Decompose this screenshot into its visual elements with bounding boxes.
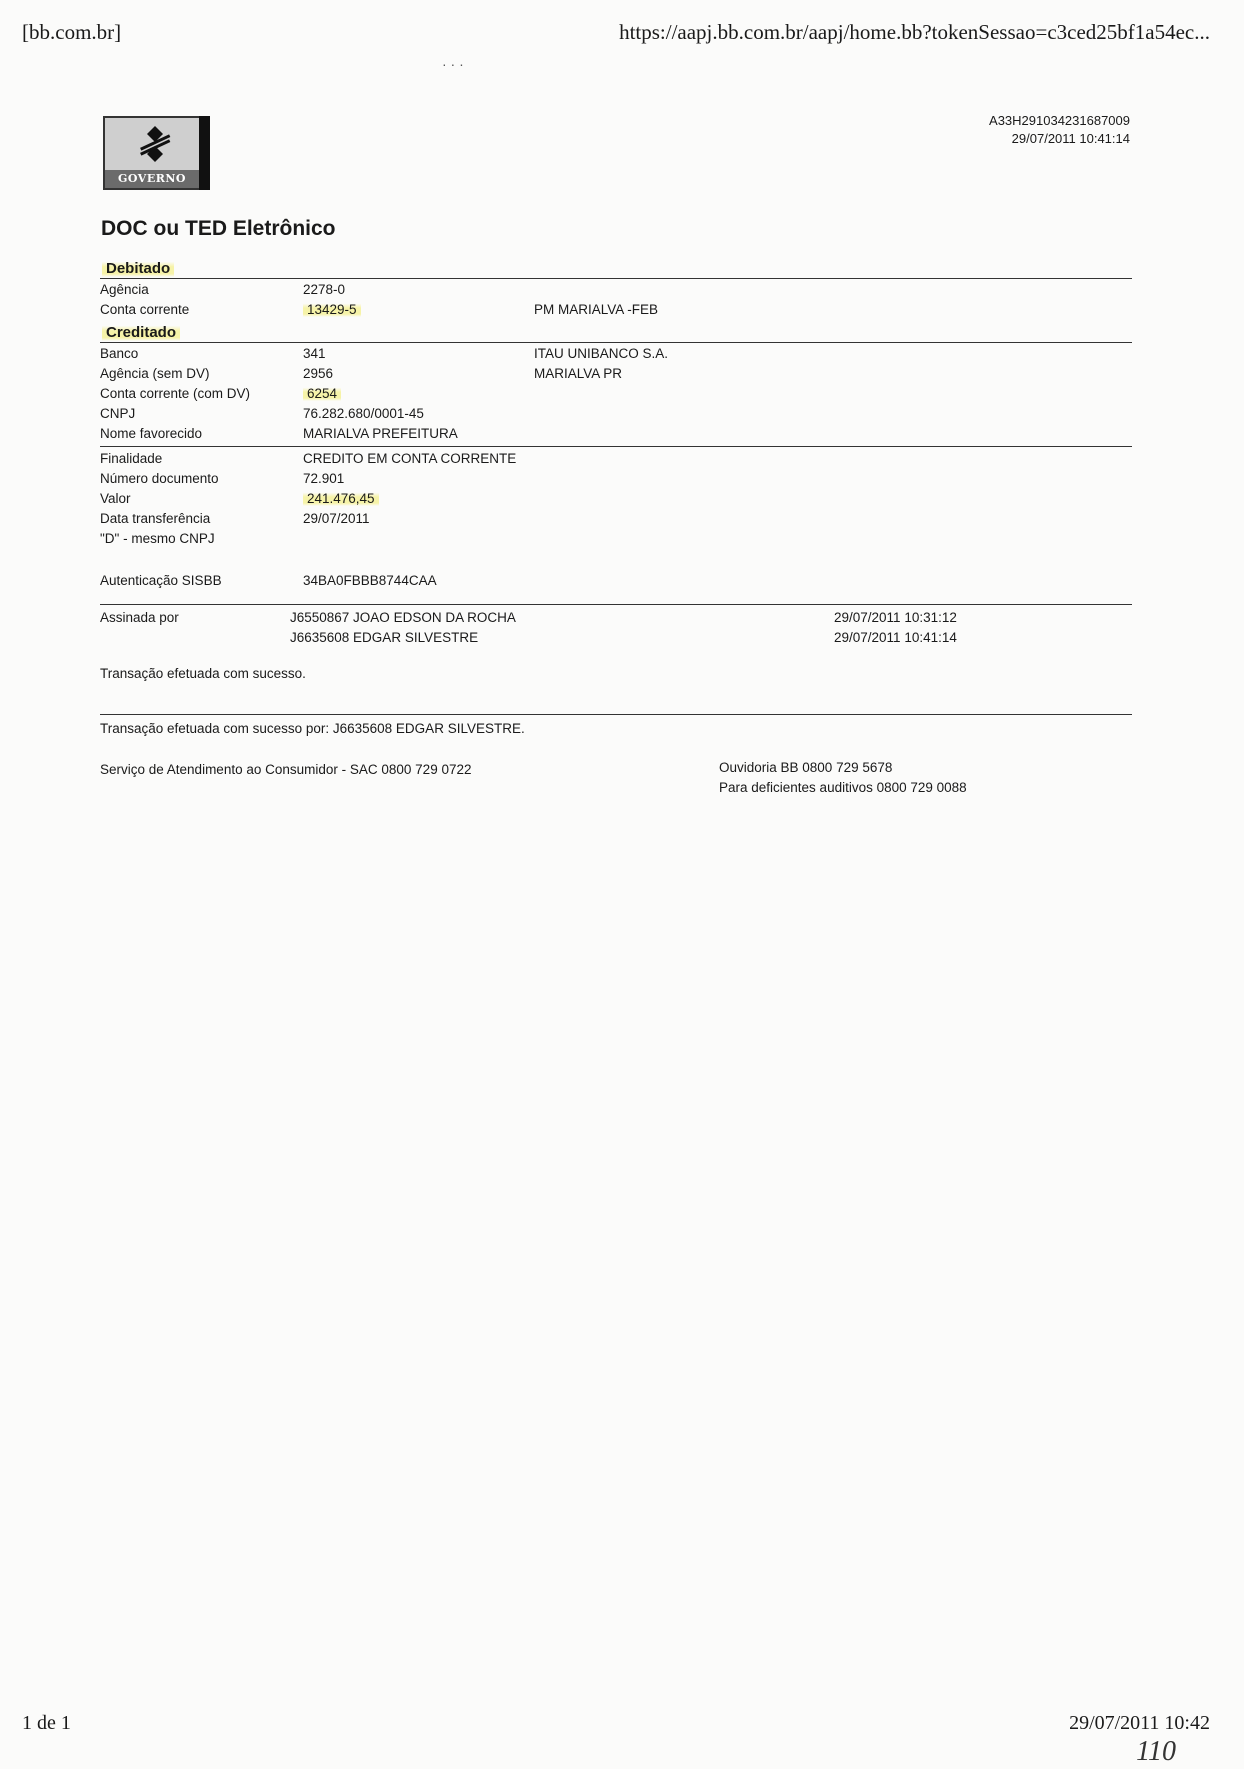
creditado-row xyxy=(100,386,1132,406)
row-value: 13429-5 xyxy=(303,302,361,317)
row-value: 2956 xyxy=(303,366,334,381)
debitado-row xyxy=(100,282,1132,302)
row-label: Número documento xyxy=(100,471,219,486)
row-extra: MARIALVA PR xyxy=(534,366,623,381)
signer-name: J6550867 JOAO EDSON DA ROCHA xyxy=(290,610,516,625)
debitado-heading xyxy=(102,260,174,277)
autenticacao-label: Autenticação SISBB xyxy=(100,573,222,588)
handwritten-page-mark: 110 xyxy=(1136,1736,1176,1767)
sac-info: Serviço de Atendimento ao Consumidor - SAC 0800 729 0722 xyxy=(100,762,472,777)
deficientes-info: Para deficientes auditivos 0800 729 0088 xyxy=(719,780,967,795)
bb-governo-logo xyxy=(103,116,210,190)
row-extra: PM MARIALVA -FEB xyxy=(534,302,659,317)
status-by-message: Transação efetuada com sucesso por: J6635608 EDGAR SILVESTRE. xyxy=(100,721,525,736)
row-value: CREDITO EM CONTA CORRENTE xyxy=(303,451,517,466)
creditado-row xyxy=(100,366,1132,386)
logo-sidebar-bar xyxy=(199,116,210,190)
page-title: DOC ou TED Eletrônico xyxy=(101,217,336,240)
page-number: 1 de 1 xyxy=(22,1712,71,1734)
divider xyxy=(100,342,1132,343)
autenticacao-value: 34BA0FBBB8744CAA xyxy=(303,573,437,588)
creditado-row xyxy=(100,346,1132,366)
detail-row xyxy=(100,451,1132,471)
creditado-row xyxy=(100,426,1132,446)
browser-site-label: [bb.com.br] xyxy=(22,20,122,44)
browser-url[interactable]: https://aapj.bb.com.br/aapj/home.bb?tokenSessao=c3ced25bf1a54ec... xyxy=(619,20,1210,44)
row-label: "D" - mesmo CNPJ xyxy=(100,531,215,546)
ouvidoria-info: Ouvidoria BB 0800 729 5678 xyxy=(719,760,893,775)
detail-row xyxy=(100,491,1132,511)
row-label: Nome favorecido xyxy=(100,426,203,441)
assinada-por-label: Assinada por xyxy=(100,610,179,625)
signer-row xyxy=(100,630,1132,650)
divider xyxy=(100,714,1132,715)
divider xyxy=(100,604,1132,605)
signer-row xyxy=(100,610,1132,630)
detail-row xyxy=(100,531,1132,551)
row-label: Conta corrente (com DV) xyxy=(100,386,251,401)
creditado-heading xyxy=(102,324,180,341)
row-label: CNPJ xyxy=(100,406,136,421)
row-value: 241.476,45 xyxy=(303,491,379,506)
row-value: 76.282.680/0001-45 xyxy=(303,406,424,421)
row-label: Conta corrente xyxy=(100,302,190,317)
bb-logo-icon xyxy=(133,124,177,164)
row-label: Banco xyxy=(100,346,139,361)
detail-row xyxy=(100,471,1132,491)
row-value: 341 xyxy=(303,346,326,361)
status-message: Transação efetuada com sucesso. xyxy=(100,666,306,681)
row-label: Agência (sem DV) xyxy=(100,366,210,381)
row-extra: ITAU UNIBANCO S.A. xyxy=(534,346,669,361)
scan-specks: · · · xyxy=(442,56,464,72)
creditado-heading-text: Creditado xyxy=(102,324,180,341)
debitado-heading-text: Debitado xyxy=(102,260,174,277)
signer-timestamp: 29/07/2011 10:31:12 xyxy=(834,610,957,625)
row-label: Valor xyxy=(100,491,131,506)
logo-governo-label: GOVERNO xyxy=(105,170,199,188)
row-label: Data transferência xyxy=(100,511,211,526)
row-value: 6254 xyxy=(303,386,341,401)
divider xyxy=(100,278,1132,279)
signer-timestamp: 29/07/2011 10:41:14 xyxy=(834,630,957,645)
row-label: Finalidade xyxy=(100,451,163,466)
autenticacao-row xyxy=(100,573,1132,593)
print-timestamp: 29/07/2011 10:42 xyxy=(1069,1712,1210,1734)
divider xyxy=(100,446,1132,447)
row-value: 2278-0 xyxy=(303,282,346,297)
transaction-timestamp: 29/07/2011 10:41:14 xyxy=(1011,131,1130,146)
debitado-row xyxy=(100,302,1132,322)
transaction-code: A33H291034231687009 xyxy=(989,113,1130,128)
row-value: 72.901 xyxy=(303,471,345,486)
row-label: Agência xyxy=(100,282,149,297)
row-value: MARIALVA PREFEITURA xyxy=(303,426,458,441)
row-value: 29/07/2011 xyxy=(303,511,370,526)
creditado-row xyxy=(100,406,1132,426)
signer-name: J6635608 EDGAR SILVESTRE xyxy=(290,630,479,645)
detail-row xyxy=(100,511,1132,531)
